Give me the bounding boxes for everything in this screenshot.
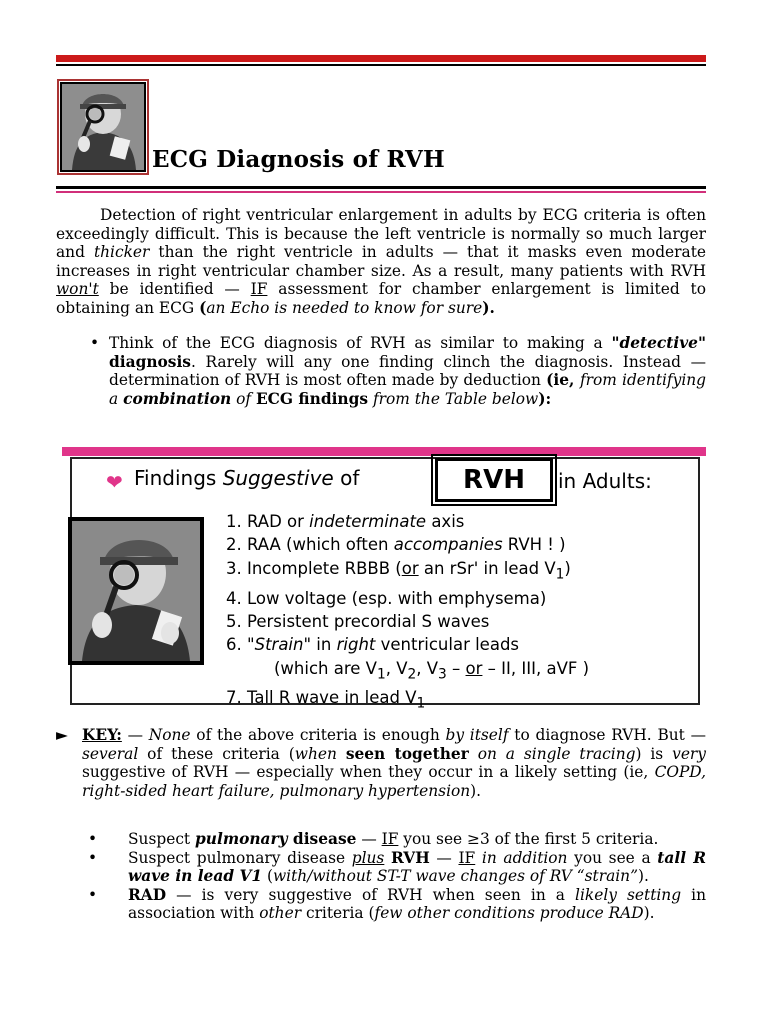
detective-bullet: • Think of the ECG diagnosis of RVH as similar to making a "detective" diagnosis. Rarely will any one finding clinch the diagnosis. Instead — determination of RVH is most often made by deduction (ie, from identifying a combination of ECG findings from the Table below): xyxy=(90,334,707,408)
finding-item: 1. RAD or indeterminate axis xyxy=(226,512,465,531)
intro-paragraph: Detection of right ventricular enlargement in adults by ECG criteria is often exceedingly difficult. This is because the left ventricle is normally so much larger and thicker than the right ventricle in adults — that it masks even moderate increases in right ventricular chamber size. As a result, many patients with RVH won't be identified — IF assessment for chamber enlargement is limited to obtaining an ECG (an Echo is needed to know for sure). xyxy=(56,206,706,317)
key-paragraph: ► KEY: — None of the above criteria is enough by itself to diagnose RVH. But — several of these criteria (when seen together on a single tracing) is very suggestive of RVH — especially when they occur in a likely setting (ie, COPD, right-sided heart failure, pulmonary hypertension). xyxy=(56,726,706,800)
pointer-triangle-icon: ► xyxy=(56,726,68,744)
suspect-bullets xyxy=(88,830,706,923)
rvh-boxed-label: RVH xyxy=(435,458,553,502)
finding-item: 3. Incomplete RBBB (or an rSr' in lead $V_1$) xyxy=(226,558,571,583)
title-black-rule xyxy=(56,186,706,189)
finding-subitem: (which are $V_1$, $V_2$, $V_3$ – or – II, III, aVF ) xyxy=(274,658,590,683)
findings-list xyxy=(226,510,589,716)
list-item: • Suspect pulmonary disease plus RVH — IF in addition you see a tall R wave in lead V1 (with/without ST-T wave changes of RV “strain”). xyxy=(88,848,706,886)
page-title: ECG Diagnosis of RVH xyxy=(152,146,445,173)
finding-item: 4. Low voltage (esp. with emphysema) xyxy=(226,588,547,608)
finding-item: 5. Persistent precordial S waves xyxy=(226,611,490,631)
table-heading: Findings Suggestive of xyxy=(134,466,360,490)
heart-icon: ❤ xyxy=(106,470,123,494)
top-red-rule xyxy=(56,55,706,62)
top-black-rule xyxy=(56,64,706,66)
table-heading-tail: in Adults: xyxy=(558,469,652,493)
list-item: • RAD — is very suggestive of RVH when seen in a likely setting in association with other criteria (few other conditions produce RAD). xyxy=(88,885,706,923)
finding-item: 6. "Strain" in right ventricular leads xyxy=(226,635,520,655)
findings-table xyxy=(62,447,706,712)
list-item: • Suspect pulmonary disease — IF you see ≥3 of the first 5 criteria. xyxy=(88,830,659,848)
title-pink-rule xyxy=(56,191,706,193)
detective-illustration-large xyxy=(68,517,204,665)
table-pink-bar xyxy=(62,447,706,456)
finding-item: 7. Tall R wave in lead $V_1$ xyxy=(226,688,426,712)
bullet-dot: • xyxy=(90,334,100,352)
finding-item: 2. RAA (which often accompanies RVH ! ) xyxy=(226,535,566,555)
detective-illustration-small xyxy=(60,82,146,172)
